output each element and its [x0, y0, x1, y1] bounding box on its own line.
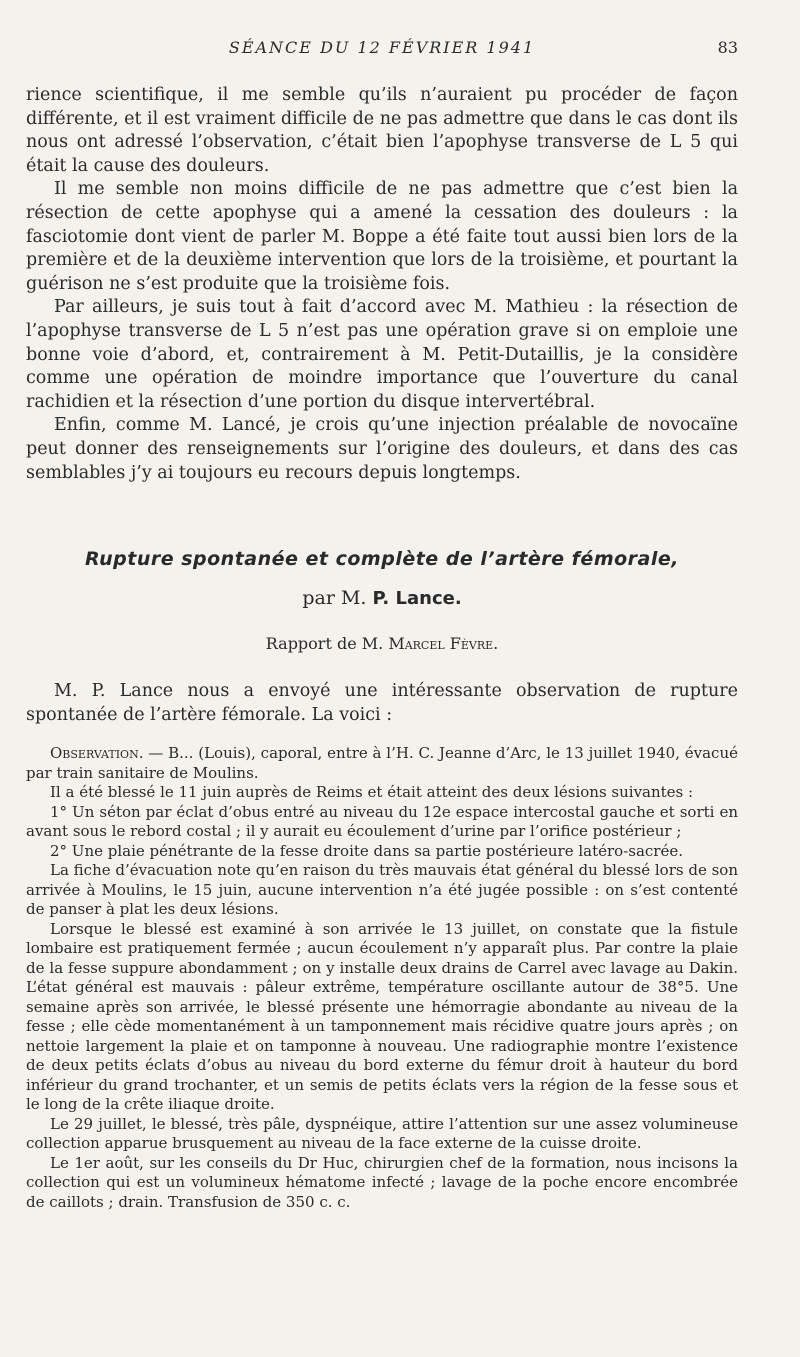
- paragraph: 2° Une plaie pénétrante de la fesse droite dans sa partie postérieure latéro-sacrée.: [50, 841, 684, 860]
- paragraph: Lorsque le blessé est examiné à son arrivée le 13 juillet, on constate que la fistule lombaire est pratiquement fermée ; aucun écoulement n’y apparaît plus. Par contre la plaie de la fesse suppure abondamment ; on y installe deux drains de Carrel avec lavage au Dakin. L’état général est mauvais : pâleur extrême, température oscillante autour de 38°5. Une semaine après son arrivée, le blessé présente une hémorragie abondante au niveau de la fesse ; elle cède momentanément à un tamponnement mais récidive quatre jours après ; on nettoie largement la plaie et on tamponne à nouveau. Une radiographie montre l’existence de deux petits éclats d’obus au niveau du bord externe du fémur droit à hauteur du bord inférieur du grand trochanter, et un semis de petits éclats vers la région de la fesse sous et le long de la crête iliaque droite.: [26, 919, 738, 1113]
- paragraph: rience scientifique, il me semble qu’ils n’auraient pu procéder de façon différente, et il est vraiment difficile de ne pas admettre que dans le cas dont ils nous ont adressé l’observation, c’était bien l’apophyse transverse de L 5 qui était la cause des douleurs.: [26, 85, 738, 176]
- observation-first-paragraph: [26, 744, 738, 783]
- paragraph: 1° Un séton par éclat d’obus entré au niveau du 12e espace intercostal gauche et sorti en avant sous le rebord costal ; il y aurait eu écoulement d’urine par l’orifice postérieur ;: [26, 802, 738, 840]
- byline-prefix: par: [302, 587, 335, 609]
- intro: [26, 680, 738, 727]
- paragraph: Il me semble non moins difficile de ne pas admettre que c’est bien la résection de cette apophyse qui a amené la cessation des douleurs : la fasciotomie dont vient de parler M. Boppe a été faite tout aussi bien lors de la première et de la deuxième intervention que lors de la troisième, et pourtant la guérison ne s’est produite que la troisième fois.: [26, 179, 738, 294]
- observation-first-text: — B... (Louis), caporal, entre à l’H. C. Jeanne d’Arc, le 13 juillet 1940, évacué par train sanitaire de Moulins.: [26, 744, 738, 782]
- running-title: SÉANCE DU 12 FÉVRIER 1941: [228, 38, 536, 57]
- author-name: P. Lance.: [372, 588, 462, 609]
- report-line: [26, 634, 738, 653]
- paragraph: La fiche d’évacuation note qu’en raison du très mauvais état général du blessé lors de son arrivée à Moulins, le 15 juin, aucune intervention n’a été jugée possible : on s’est contenté de panser à plat les deux lésions.: [26, 861, 738, 918]
- paragraph: Enfin, comme M. Lancé, je crois qu’une injection préalable de novocaïne peut donner des renseignements sur l’origine des douleurs, et dans des cas semblables j’y ai toujours eu recours depuis longtemps.: [26, 415, 738, 483]
- paragraph: Le 1er août, sur les conseils du Dr Huc, chirurgien chef de la formation, nous incisons la collection qui est un volumineux hématome infecté ; lavage de la poche encore encombrée de caillots ; drain. Transfusion de 350 c. c.: [26, 1153, 738, 1211]
- paragraph: M. P. Lance nous a envoyé une intéressante observation de rupture spontanée de l’artère fémorale. La voici :: [26, 681, 738, 725]
- report-prefix: Rapport de M.: [265, 634, 384, 653]
- previous-article-continuation: [26, 84, 738, 485]
- running-head: [26, 38, 738, 60]
- page-number: 83: [717, 38, 738, 57]
- observation-label: Observation.: [50, 744, 144, 762]
- byline: [26, 587, 738, 609]
- paragraph: Le 29 juillet, le blessé, très pâle, dyspnéique, attire l’attention sur une assez volumineuse collection apparue brusquement au niveau de la face externe de la cuisse droite.: [26, 1114, 738, 1152]
- observation: [26, 744, 738, 1212]
- article-title: Rupture spontanée et complète de l’artère fémorale,: [85, 548, 679, 570]
- paragraph: Par ailleurs, je suis tout à fait d’accord avec M. Mathieu : la résection de l’apophyse transverse de L 5 n’est pas une opération grave si on emploie une bonne voie d’abord, et, contrairement à M. Petit-Dutaillis, je la considère comme une opération de moindre importance que l’ouverture du canal rachidien et la résection d’une portion du disque intervertébral.: [26, 297, 738, 412]
- author-initial: M.: [340, 587, 367, 609]
- report-author: Marcel Fèvre.: [388, 634, 499, 653]
- paragraph: Il a été blessé le 11 juin auprès de Reims et était atteint des deux lésions suivantes :: [50, 783, 694, 801]
